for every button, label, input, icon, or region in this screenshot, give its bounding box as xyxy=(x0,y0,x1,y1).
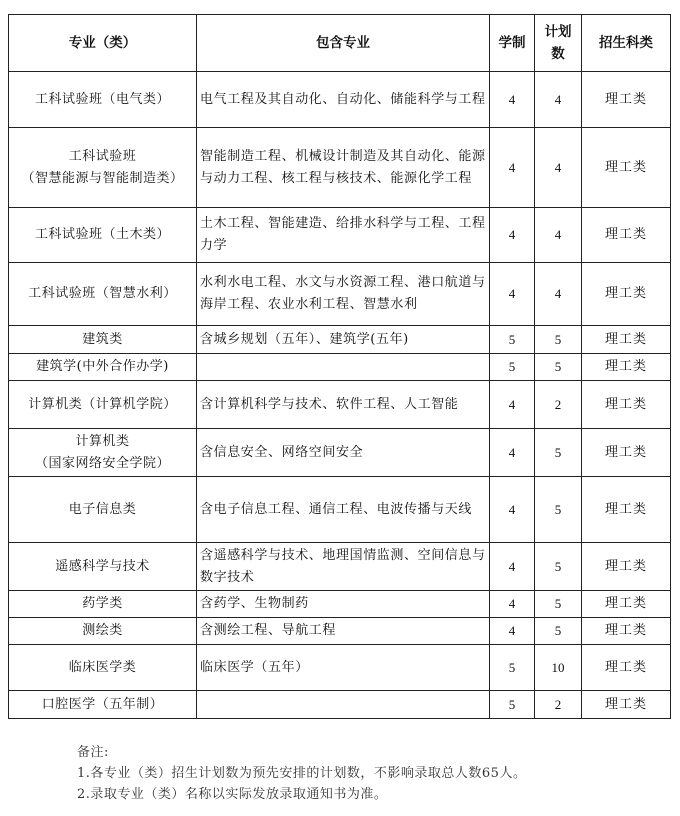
major-cell: 遥感科学与技术 xyxy=(9,543,197,591)
years-cell: 4 xyxy=(490,381,535,429)
years-cell: 4 xyxy=(490,429,535,477)
header-major: 专业（类） xyxy=(9,15,197,72)
included-cell: 水利水电工程、水文与水资源工程、港口航道与海岸工程、农业水利工程、智慧水利 xyxy=(197,263,490,326)
category-cell: 理工类 xyxy=(582,208,671,263)
included-cell xyxy=(197,354,490,381)
plan-cell: 4 xyxy=(535,208,582,263)
category-cell: 理工类 xyxy=(582,543,671,591)
category-cell: 理工类 xyxy=(582,128,671,208)
plan-cell: 5 xyxy=(535,326,582,354)
years-cell: 4 xyxy=(490,208,535,263)
major-line: （智慧能源与智能制造类） xyxy=(21,170,184,186)
included-cell: 临床医学（五年） xyxy=(197,645,490,691)
category-cell: 理工类 xyxy=(582,691,671,719)
table-row xyxy=(9,477,671,543)
major-cell: 临床医学类 xyxy=(9,645,197,691)
included-cell: 含城乡规划（五年）、建筑学(五年) xyxy=(197,326,490,354)
table-row xyxy=(9,128,671,208)
table-header-row xyxy=(9,15,671,72)
table-row xyxy=(9,208,671,263)
category-cell: 理工类 xyxy=(582,354,671,381)
plan-cell: 4 xyxy=(535,72,582,128)
years-cell: 4 xyxy=(490,72,535,128)
category-cell: 理工类 xyxy=(582,429,671,477)
plan-cell: 2 xyxy=(535,691,582,719)
major-cell: 建筑学(中外合作办学) xyxy=(9,354,197,381)
category-cell: 理工类 xyxy=(582,263,671,326)
major-cell: 药学类 xyxy=(9,591,197,618)
major-cell: 工科试验班（土木类） xyxy=(9,208,197,263)
major-cell: 电子信息类 xyxy=(9,477,197,543)
included-cell xyxy=(197,691,490,719)
table-row xyxy=(9,263,671,326)
table-row xyxy=(9,543,671,591)
included-cell: 含电子信息工程、通信工程、电波传播与天线 xyxy=(197,477,490,543)
table-row xyxy=(9,354,671,381)
header-category: 招生科类 xyxy=(582,15,671,72)
table-row xyxy=(9,429,671,477)
plan-cell: 5 xyxy=(535,429,582,477)
major-cell: 测绘类 xyxy=(9,618,197,645)
plan-cell: 10 xyxy=(535,645,582,691)
header-included: 包含专业 xyxy=(197,15,490,72)
included-cell: 智能制造工程、机械设计制造及其自动化、能源与动力工程、核工程与核技术、能源化学工程 xyxy=(197,128,490,208)
table-row xyxy=(9,618,671,645)
table-row xyxy=(9,381,671,429)
years-cell: 4 xyxy=(490,128,535,208)
plan-cell: 5 xyxy=(535,618,582,645)
years-cell: 5 xyxy=(490,326,535,354)
included-cell: 含计算机科学与技术、软件工程、人工智能 xyxy=(197,381,490,429)
years-cell: 4 xyxy=(490,591,535,618)
included-cell: 含信息安全、网络空间安全 xyxy=(197,429,490,477)
years-cell: 4 xyxy=(490,263,535,326)
note-item: 2.录取专业（类）名称以实际发放录取通知书为准。 xyxy=(77,787,388,802)
plan-cell: 5 xyxy=(535,354,582,381)
included-cell: 含测绘工程、导航工程 xyxy=(197,618,490,645)
included-cell: 电气工程及其自动化、自动化、储能科学与工程 xyxy=(197,72,490,128)
enrollment-plan-table xyxy=(8,14,671,719)
major-cell: 计算机类（计算机学院） xyxy=(9,381,197,429)
note-item: 1.各专业（类）招生计划数为预先安排的计划数，不影响录取总人数65人。 xyxy=(77,766,527,781)
category-cell: 理工类 xyxy=(582,72,671,128)
major-line: 计算机类 xyxy=(75,433,130,449)
table-row xyxy=(9,326,671,354)
plan-cell: 5 xyxy=(535,477,582,543)
major-cell xyxy=(9,128,197,208)
major-cell: 工科试验班（智慧水利） xyxy=(9,263,197,326)
included-cell: 土木工程、智能建造、给排水科学与工程、工程力学 xyxy=(197,208,490,263)
included-cell: 含遥感科学与技术、地理国情监测、空间信息与数字技术 xyxy=(197,543,490,591)
years-cell: 4 xyxy=(490,477,535,543)
table-row xyxy=(9,591,671,618)
included-cell: 含药学、生物制药 xyxy=(197,591,490,618)
years-cell: 5 xyxy=(490,645,535,691)
plan-cell: 4 xyxy=(535,128,582,208)
category-cell: 理工类 xyxy=(582,477,671,543)
plan-cell: 4 xyxy=(535,263,582,326)
category-cell: 理工类 xyxy=(582,645,671,691)
years-cell: 5 xyxy=(490,691,535,719)
major-line: 工科试验班 xyxy=(68,148,137,164)
category-cell: 理工类 xyxy=(582,326,671,354)
header-years: 学制 xyxy=(490,15,535,72)
notes-section xyxy=(77,742,526,805)
major-line: （国家网络安全学院） xyxy=(34,455,170,471)
major-cell: 口腔医学（五年制） xyxy=(9,691,197,719)
plan-cell: 5 xyxy=(535,591,582,618)
category-cell: 理工类 xyxy=(582,381,671,429)
plan-cell: 5 xyxy=(535,543,582,591)
plan-cell: 2 xyxy=(535,381,582,429)
years-cell: 5 xyxy=(490,354,535,381)
major-cell xyxy=(9,429,197,477)
notes-title: 备注: xyxy=(77,745,109,760)
table-row xyxy=(9,72,671,128)
category-cell: 理工类 xyxy=(582,591,671,618)
years-cell: 4 xyxy=(490,618,535,645)
years-cell: 4 xyxy=(490,543,535,591)
major-cell: 工科试验班（电气类） xyxy=(9,72,197,128)
category-cell: 理工类 xyxy=(582,618,671,645)
table-row xyxy=(9,691,671,719)
header-plan: 计划数 xyxy=(535,15,582,72)
table-row xyxy=(9,645,671,691)
major-cell: 建筑类 xyxy=(9,326,197,354)
